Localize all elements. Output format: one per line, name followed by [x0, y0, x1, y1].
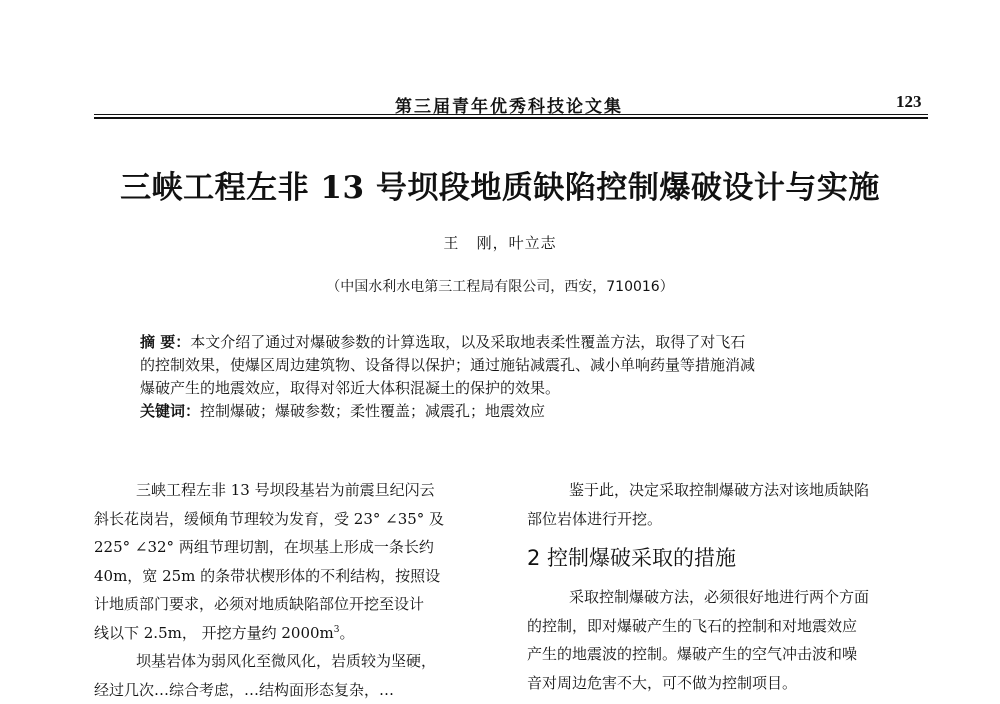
- abstract-text-1: 本文介绍了通过对爆破参数的计算选取，以及采取地表柔性覆盖方法，取得了对飞石: [190, 333, 745, 351]
- left-line-4: 40m，宽 25m 的条带状楔形体的不利结构，按照设: [94, 562, 494, 591]
- paper-authors: 王 刚，叶立志: [0, 232, 1000, 253]
- page-number: 123: [896, 92, 922, 112]
- abstract-label: 摘 要：: [140, 333, 190, 351]
- abstract-line-3: 爆破产生的地震效应，取得对邻近大体积混凝土的保护的效果。: [140, 377, 900, 400]
- right-para2-line-2: 的控制，即对爆破产生的飞石的控制和对地震效应: [527, 612, 927, 641]
- body-left-column: [94, 476, 494, 704]
- section-heading: 2 控制爆破采取的措施: [527, 543, 927, 573]
- right-para2-line-3: 产生的地震波的控制。爆破产生的空气冲击波和噪: [527, 640, 927, 669]
- header-rule-thin: [94, 114, 928, 115]
- left-line-8: 经过几次…综合考虑，…结构面形态复杂，…: [94, 676, 494, 704]
- left-line-6: [94, 619, 494, 648]
- keywords-label: 关键词：: [140, 402, 200, 420]
- right-para1-line-1: 鉴于此，决定采取控制爆破方法对该地质缺陷: [527, 476, 927, 505]
- paper-title: 三峡工程左非 13 号坝段地质缺陷控制爆破设计与实施: [0, 162, 1000, 207]
- right-para2-line-4: 音对周边危害不大，可不做为控制项目。: [527, 669, 927, 698]
- running-header-title: 第三届青年优秀科技论文集: [395, 92, 623, 117]
- left-line-1: 三峡工程左非 13 号坝段基岩为前震旦纪闪云: [94, 476, 494, 505]
- abstract-block: [140, 331, 900, 423]
- left-line-5: 计地质部门要求，必须对地质缺陷部位开挖至设计: [94, 590, 494, 619]
- left-line-6-text: 线以下 2.5m， 开挖方量约 2000m: [94, 624, 334, 642]
- superscript-3: 3: [334, 625, 340, 635]
- left-line-3: 225° ∠32° 两组节理切割，在坝基上形成一条长约: [94, 533, 494, 562]
- right-para2-line-1: 采取控制爆破方法，必须很好地进行两个方面: [527, 583, 927, 612]
- abstract-line-2: 的控制效果，使爆区周边建筑物、设备得以保护；通过施钻减震孔、减小单响药量等措施消减: [140, 354, 900, 377]
- left-line-6-tail: 。: [340, 624, 355, 642]
- body-right-column: [527, 476, 927, 697]
- right-para1-line-2: 部位岩体进行开挖。: [527, 505, 927, 534]
- left-line-2: 斜长花岗岩，缓倾角节理较为发育，受 23° ∠35° 及: [94, 505, 494, 534]
- keywords-line: [140, 400, 900, 423]
- keywords-text: 控制爆破；爆破参数；柔性覆盖；减震孔；地震效应: [200, 402, 545, 420]
- abstract-line-1: [140, 331, 900, 354]
- header-rule-thick: [94, 117, 928, 119]
- paper-affiliation: （中国水利水电第三工程局有限公司，西安，710016）: [0, 276, 1000, 296]
- left-line-7: 坝基岩体为弱风化至微风化，岩质较为坚硬，: [94, 647, 494, 676]
